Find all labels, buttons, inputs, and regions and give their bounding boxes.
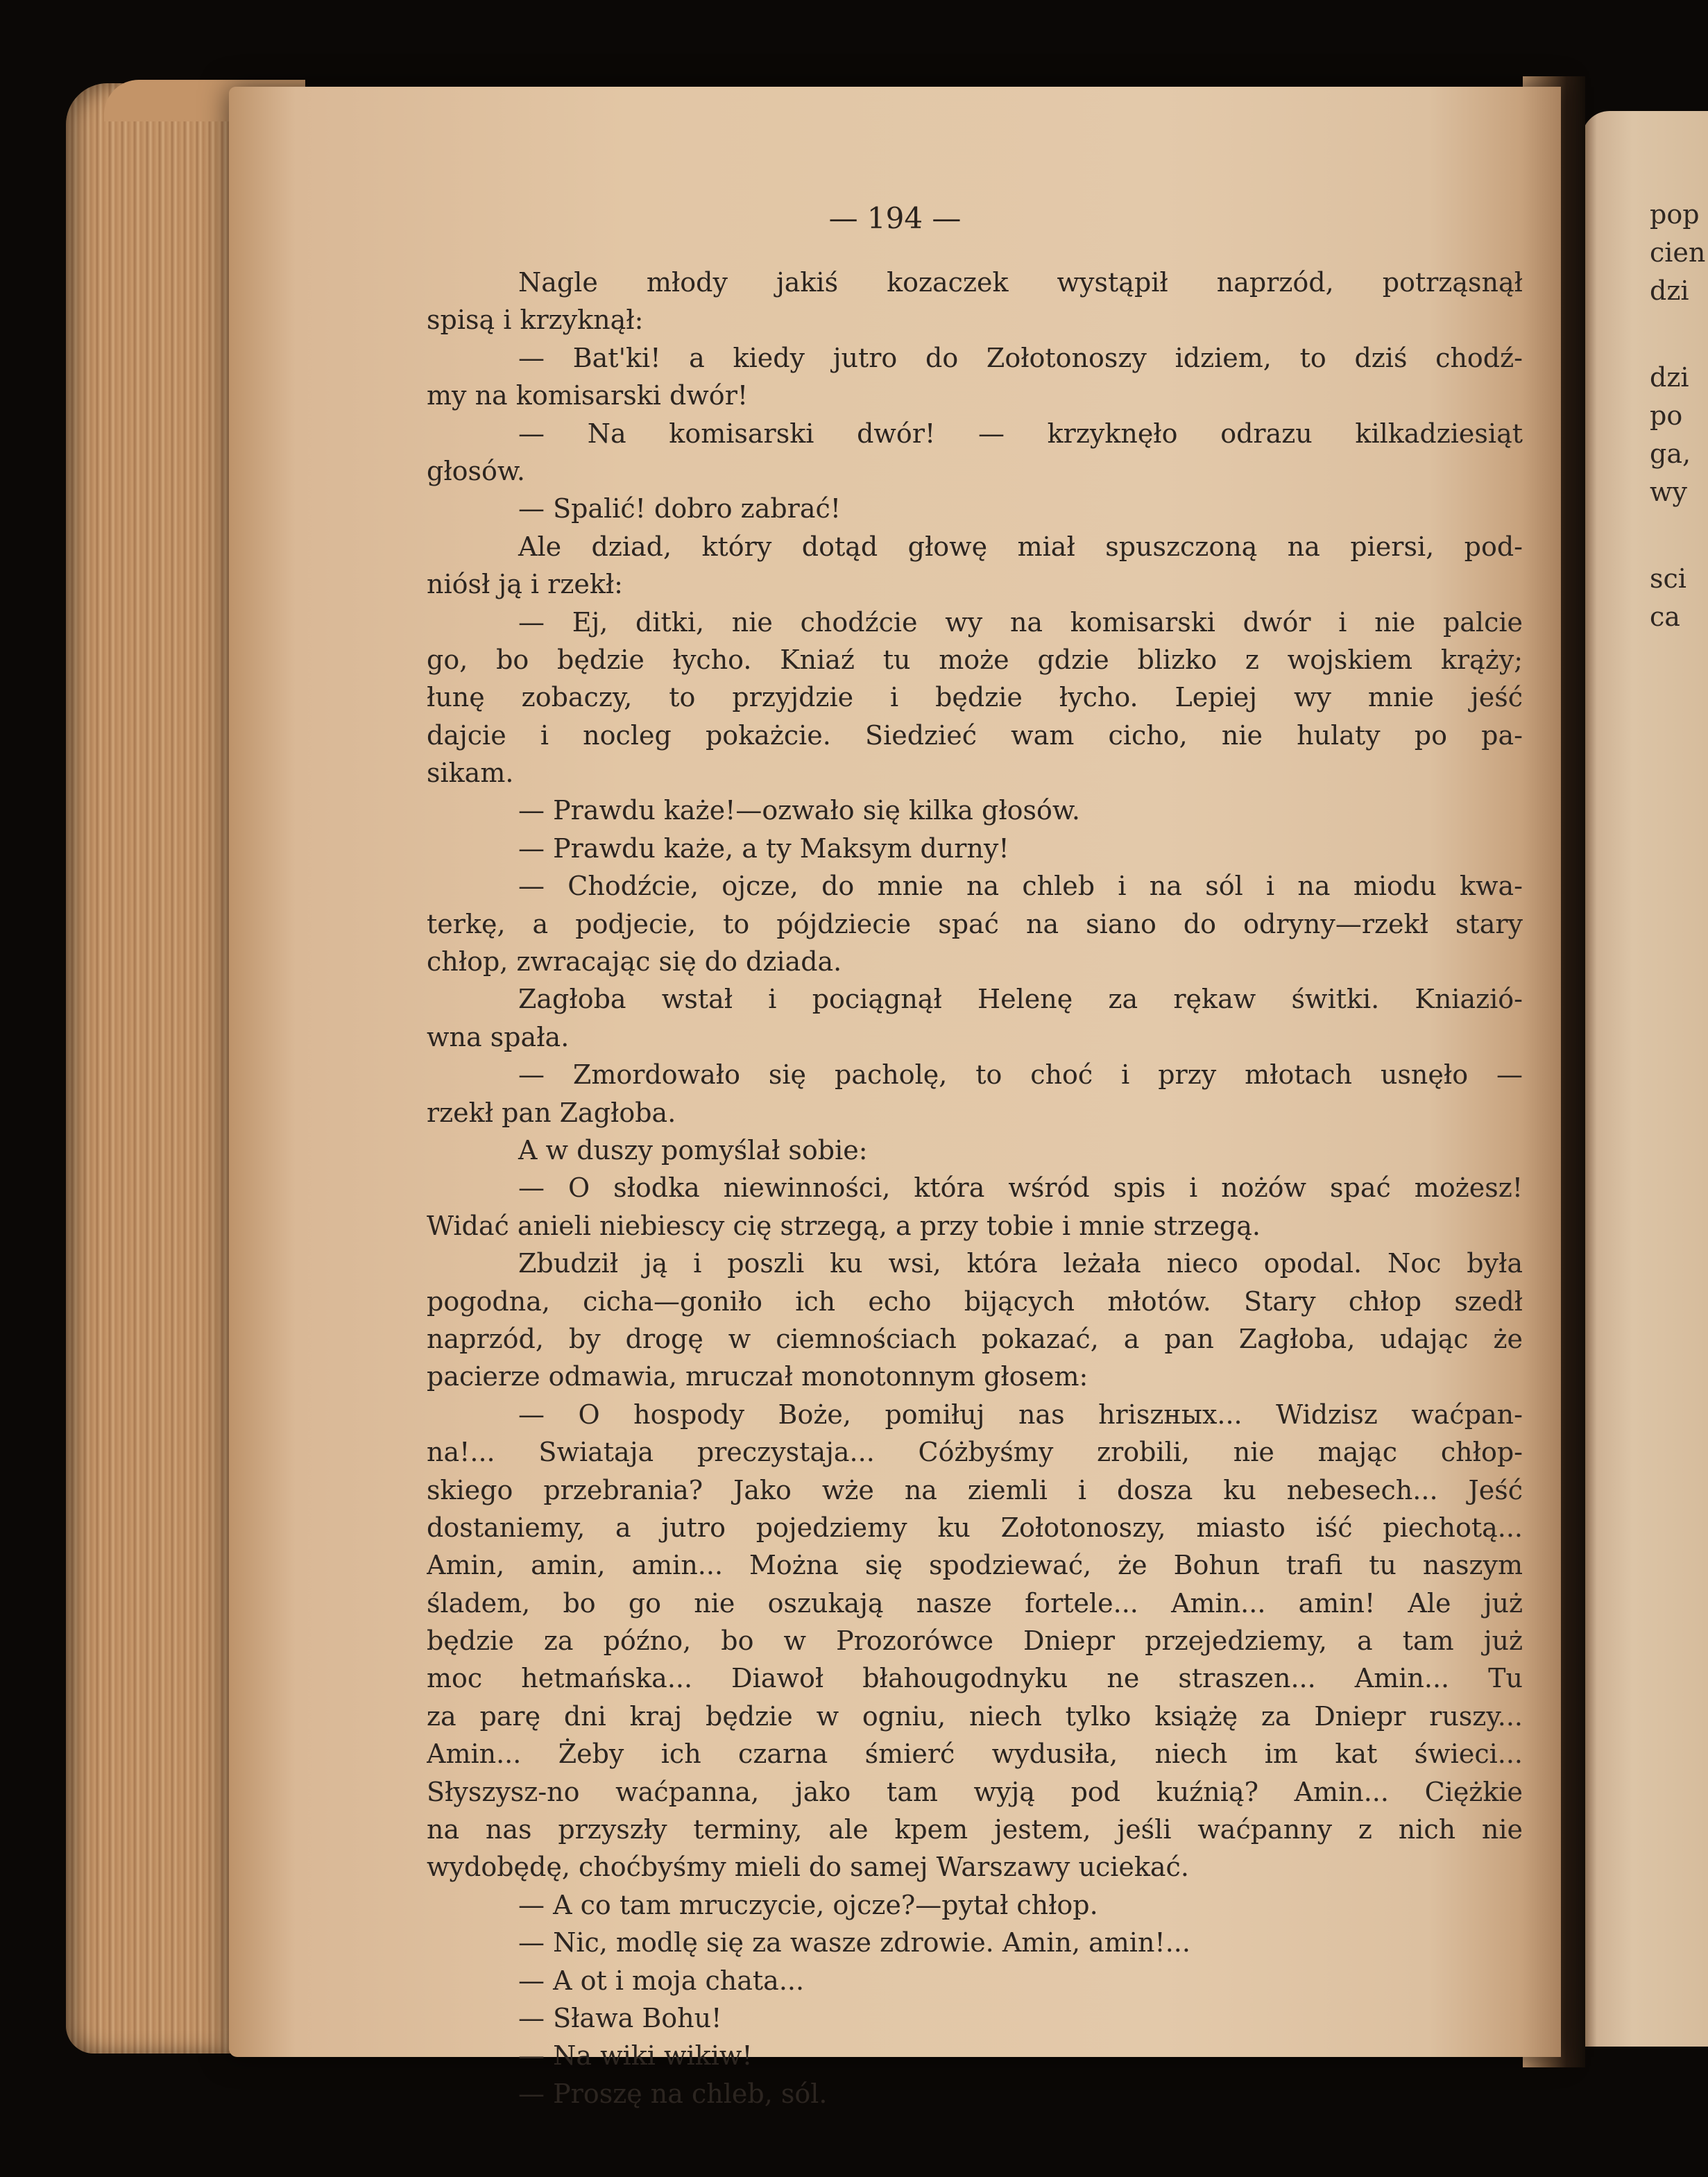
text-line: — Ej, ditki, nie chodźcie wy na komisarski dwór i nie palcie: [518, 606, 1523, 638]
text-line: pacierze odmawia, mruczał monotonnym głosem:: [427, 1361, 1088, 1392]
facing-page: [1582, 111, 1708, 2047]
facing-page-fragment: po: [1650, 400, 1683, 431]
text-line: — O hospody Boże, pomiłuj nas hriszных... Widzisz waćpan-: [518, 1399, 1523, 1430]
text-line: — O słodka niewinności, która wśród spis i nożów spać możesz!: [518, 1172, 1523, 1204]
text-line: — A ot i moja chata...: [518, 1965, 805, 1996]
text-line: rzekł pan Zagłoba.: [427, 1097, 676, 1128]
text-line: — Proszę na chleb, sól.: [518, 2078, 828, 2109]
text-line: — Prawdu każe, a ty Maksym durny!: [518, 833, 1009, 864]
text-line: pogodna, cicha—goniło ich echo bijących młotów. Stary chłop szedł: [427, 1286, 1523, 1317]
text-line: — Nic, modlę się za wasze zdrowie. Amin, amin!...: [518, 1927, 1190, 1958]
text-line: — Sława Bohu!: [518, 2002, 722, 2033]
facing-page-fragment: dzi: [1650, 275, 1689, 306]
text-line: wna spała.: [427, 1021, 570, 1052]
facing-page-fragment: wy: [1650, 477, 1687, 507]
text-line: — Na wiki wikiw!: [518, 2040, 753, 2072]
text-line: A w duszy pomyślał sobie:: [518, 1134, 868, 1166]
text-line: za parę dni kraj będzie w ogniu, niech tylko książę za Dniepr ruszy...: [427, 1700, 1523, 1732]
text-line: moc hetmańska... Diawoł błahougodnyku ne straszen... Amin... Tu: [427, 1663, 1523, 1694]
text-line: na nas przyszły terminy, ale kpem jestem, jeśli waćpanny z nich nie: [427, 1814, 1523, 1845]
text-line: my na komisarski dwór!: [427, 380, 749, 411]
text-line: Amin, amin, amin... Można się spodziewać, że Bohun trafi tu naszym: [427, 1550, 1523, 1581]
text-line: Amin... Żeby ich czarna śmierć wydusiła, niech im kat świeci...: [427, 1739, 1523, 1770]
text-line: chłop, zwracając się do dziada.: [427, 946, 842, 977]
text-line: niósł ją i rzekł:: [427, 569, 623, 600]
text-line: go, bo będzie łycho. Kniaź tu może gdzie blizko z wojskiem krąży;: [427, 644, 1523, 675]
facing-page-fragment: ca: [1650, 601, 1680, 632]
text-line: Zbudził ją i poszli ku wsi, która leżała nieco opodal. Noc była: [518, 1248, 1523, 1279]
text-line: Widać anieli niebiescy cię strzegą, a przy tobie i mnie strzegą.: [427, 1210, 1261, 1241]
text-line: skiego przebrania? Jako wże na ziemli i dosza ku nebesech... Jeść: [427, 1474, 1523, 1505]
text-line: — Spalić! dobro zabrać!: [518, 493, 842, 524]
text-line: — A co tam mruczycie, ojcze?—pytał chłop.: [518, 1889, 1098, 1920]
page-text: [427, 264, 1523, 2112]
facing-page-fragment: dzi: [1650, 362, 1689, 393]
text-line: sikam.: [427, 758, 514, 789]
facing-page-fragment: pop: [1650, 199, 1700, 230]
text-line: terkę, a podjecie, to pójdziecie spać na siano do odryny—rzekł stary: [427, 908, 1523, 939]
text-line: dostaniemy, a jutro pojedziemy ku Zołotonoszy, miasto iść piechotą...: [427, 1512, 1523, 1543]
page-number: — 194 —: [828, 201, 962, 235]
text-line: dajcie i nocleg pokażcie. Siedzieć wam cicho, nie hulaty po pa-: [427, 719, 1523, 751]
text-line: — Na komisarski dwór! — krzyknęło odrazu kilkadziesiąt: [518, 418, 1523, 449]
text-line: spisą i krzyknął:: [427, 305, 644, 336]
text-line: głosów.: [427, 455, 525, 486]
text-line: na!... Swiataja preczystaja... Cóżbyśmy zrobili, nie mając chłop-: [427, 1437, 1523, 1468]
text-line: będzie za późno, bo w Prozorówce Dniepr przejedziemy, a tam już: [427, 1625, 1523, 1657]
text-line: — Prawdu każe!—ozwało się kilka głosów.: [518, 795, 1081, 826]
text-line: — Zmordowało się pacholę, to choć i przy młotach usnęło —: [518, 1059, 1523, 1091]
text-line: Słyszysz-no waćpanna, jako tam wyją pod kuźnią? Amin... Ciężkie: [427, 1776, 1523, 1807]
facing-page-fragment: sci: [1650, 563, 1686, 594]
text-line: wydobędę, choćbyśmy mieli do samej Warszawy uciekać.: [427, 1852, 1189, 1883]
facing-page-fragment: ga,: [1650, 438, 1691, 469]
text-line: Zagłoba wstał i pociągnął Helenę za rękaw świtki. Kniazió-: [518, 984, 1523, 1015]
text-line: Nagle młody jakiś kozaczek wystąpił naprzód, potrząsnął: [518, 267, 1523, 298]
text-line: — Chodźcie, ojcze, do mnie na chleb i na sól i na miodu kwa-: [518, 871, 1523, 902]
text-line: łunę zobaczy, to przyjdzie i będzie łycho. Lepiej wy mnie jeść: [427, 682, 1523, 713]
text-line: śladem, bo go nie oszukają nasze fortele... Amin... amin! Ale już: [427, 1587, 1523, 1619]
facing-page-fragment: cien: [1650, 237, 1706, 268]
text-line: Ale dziad, który dotąd głowę miał spuszczoną na piersi, pod-: [518, 531, 1523, 562]
text-line: naprzód, by drogę w ciemnościach pokazać, a pan Zagłoba, udając że: [427, 1323, 1523, 1354]
text-line: — Bat'ki! a kiedy jutro do Zołotonoszy idziem, to dziś chodź-: [518, 342, 1523, 373]
